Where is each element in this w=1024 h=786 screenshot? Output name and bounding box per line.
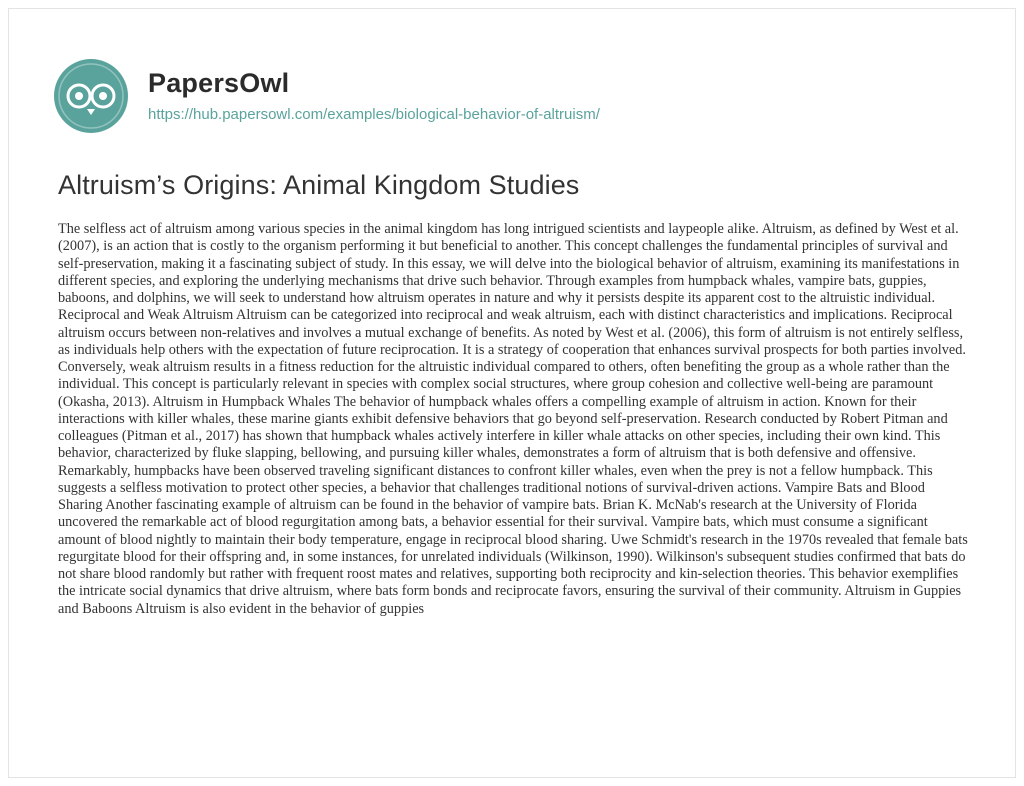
brand-block (148, 69, 600, 123)
document-title: Altruism’s Origins: Animal Kingdom Studies (58, 170, 580, 200)
brand-name: PapersOwl (148, 67, 290, 98)
site-header (52, 60, 600, 132)
source-url-link[interactable]: https://hub.papersowl.com/examples/biological-behavior-of-altruism/ (148, 105, 600, 123)
owl-logo-icon (52, 57, 130, 135)
document-body: The selfless act of altruism among various species in the animal kingdom has long intrigued scientists and laypeople alike. Altruism, as defined by West et al. (2007), is an action that is costly to the organism performing it but beneficial to another. This concept challenges the fundamental principles of survival and self-preservation, making it a fascinating subject of study. In this essay, we will delve into the biological behavior of altruism, examining its manifestations in different species, and exploring the underlying mechanisms that drive such behavior. Through examples from humpback whales, vampire bats, guppies, baboons, and dolphins, we will seek to understand how altruism operates in nature and why it persists despite its apparent cost to the altruistic individual. Reciprocal and Weak Altruism Altruism can be categorized into reciprocal and weak altruism, each with distinct characteristics and implications. Reciprocal altruism occurs between non-relatives and involves a mutual exchange of benefits. As noted by West et al. (2006), this form of altruism is not entirely selfless, as individuals help others with the expectation of future reciprocation. It is a strategy of cooperation that enhances survival prospects for both parties involved. Conversely, weak altruism results in a fitness reduction for the altruistic individual compared to others, often benefiting the group as a whole rather than the individual. This concept is particularly relevant in species with complex social structures, where group cohesion and collective well-being are paramount (Okasha, 2013). Altruism in Humpback Whales The behavior of humpback whales offers a compelling example of altruism in action. Known for their interactions with killer whales, these marine giants exhibit defensive behaviors that go beyond self-preservation. Research conducted by Robert Pitman and colleagues (Pitman et al., 2017) has shown that humpback whales actively interfere in killer whale attacks on other species, including their own kind. This behavior, characterized by fluke slapping, bellowing, and pursuing killer whales, demonstrates a form of altruism that is both defensive and offensive. Remarkably, humpbacks have been observed traveling significant distances to confront killer whales, even when the prey is not a fellow humpback. This suggests a selfless motivation to protect other species, a behavior that challenges traditional notions of survival-driven actions. Vampire Bats and Blood Sharing Another fascinating example of altruism can be found in the behavior of vampire bats. Brian K. McNab's research at the University of Florida uncovered the remarkable act of blood regurgitation among bats, a behavior essential for their survival. Vampire bats, which must consume a significant amount of blood nightly to maintain their body temperature, engage in reciprocal blood sharing. Uwe Schmidt's research in the 1970s revealed that female bats regurgitate blood for their offspring and, in some instances, for unrelated individuals (Wilkinson, 1990). Wilkinson's subsequent studies confirmed that bats do not share blood randomly but rather with frequent roost mates and relatives, supporting both reciprocity and kin-selection theories. This behavior exemplifies the intricate social dynamics that drive altruism, where bats form bonds and reciprocate favors, ensuring the survival of their community. Altruism in Guppies and Baboons Altruism is also evident in the behavior of guppies (58, 221, 968, 617)
